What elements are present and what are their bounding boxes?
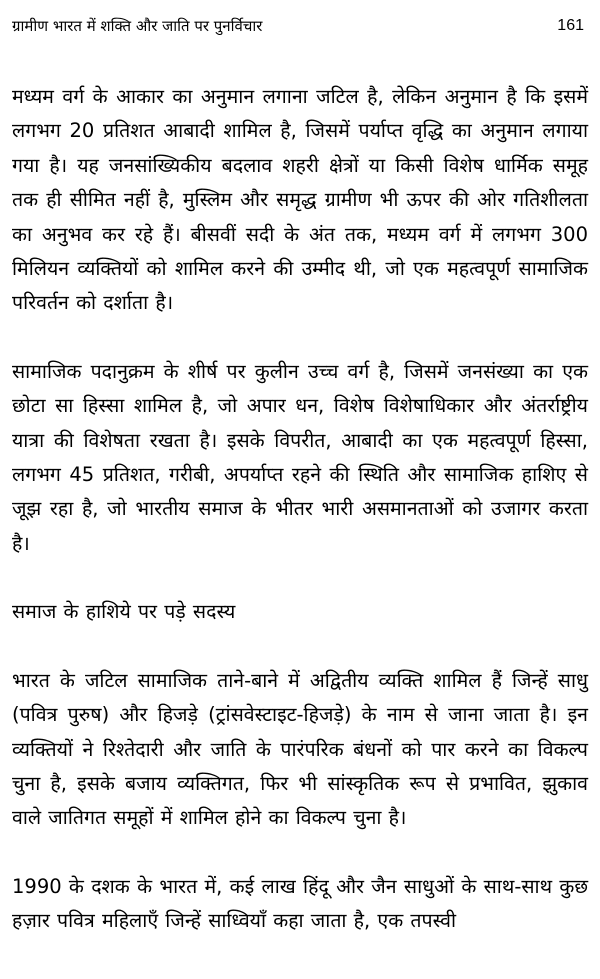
running-header-title: ग्रामीण भारत में शक्ति और जाति पर पुनर्विचार (12, 17, 263, 35)
paragraph-sadhus-hijras: भारत के जटिल सामाजिक ताने-बाने में अद्वितीय व्यक्ति शामिल हैं जिन्हें साधु (पवित्र पुरुष) और हिजड़े (ट्रांसवेस्टाइट-हिजड़े) के नाम से जाना जाता है। इन व्यक्तियों ने रिश्तेदारी और जाति के पारंपरिक बंधनों को पार करने का विकल्प चुना है, इसके बजाय व्यक्तिगत, फिर भी सांस्कृतिक रूप से प्रभावित, झुकाव वाले जातिगत समूहों में शामिल होने का विकल्प चुना है। (12, 668, 588, 830)
page-number: 161 (557, 17, 584, 34)
running-header (12, 12, 584, 40)
paragraph-1990s: 1990 के दशक के भारत में, कई लाख हिंदू और जैन साधुओं के साथ-साथ कुछ हज़ार पवित्र महिलाएँ जिन्हें साध्वियाँ कहा जाता है, एक तपस्वी (12, 874, 588, 933)
page-body (12, 80, 588, 973)
section-heading: समाज के हाशिये पर पड़े सदस्य (12, 600, 236, 624)
paragraph-middle-class: मध्यम वर्ग के आकार का अनुमान लगाना जटिल है, लेकिन अनुमान है कि इसमें लगभग 20 प्रतिशत आबादी शामिल है, जिसमें पर्याप्त वृद्धि का अनुमान लगाया गया है। यह जनसांख्यिकीय बदलाव शहरी क्षेत्रों या किसी विशेष धार्मिक समूह तक ही सीमित नहीं है, मुस्लिम और समृद्ध ग्रामीण भी ऊपर की ओर गतिशीलता का अनुभव कर रहे हैं। बीसवीं सदी के अंत तक, मध्यम वर्ग में लगभग 300 मिलियन व्यक्तियों को शामिल करने की उम्मीद थी, जो एक महत्वपूर्ण सामाजिक परिवर्तन को दर्शाता है। (12, 85, 588, 315)
paragraph-elite-class: सामाजिक पदानुक्रम के शीर्ष पर कुलीन उच्च वर्ग है, जिसमें जनसंख्या का एक छोटा सा हिस्सा शामिल है, जो अपार धन, विशेष विशेषाधिकार और अंतर्राष्ट्रीय यात्रा की विशेषता रखता है। इसके विपरीत, आबादी का एक महत्वपूर्ण हिस्सा, लगभग 45 प्रतिशत, गरीबी, अपर्याप्त रहने की स्थिति और सामाजिक हाशिए से जूझ रहा है, जो भारतीय समाज के भीतर भारी असमानताओं को उजागर करता है। (12, 359, 588, 555)
